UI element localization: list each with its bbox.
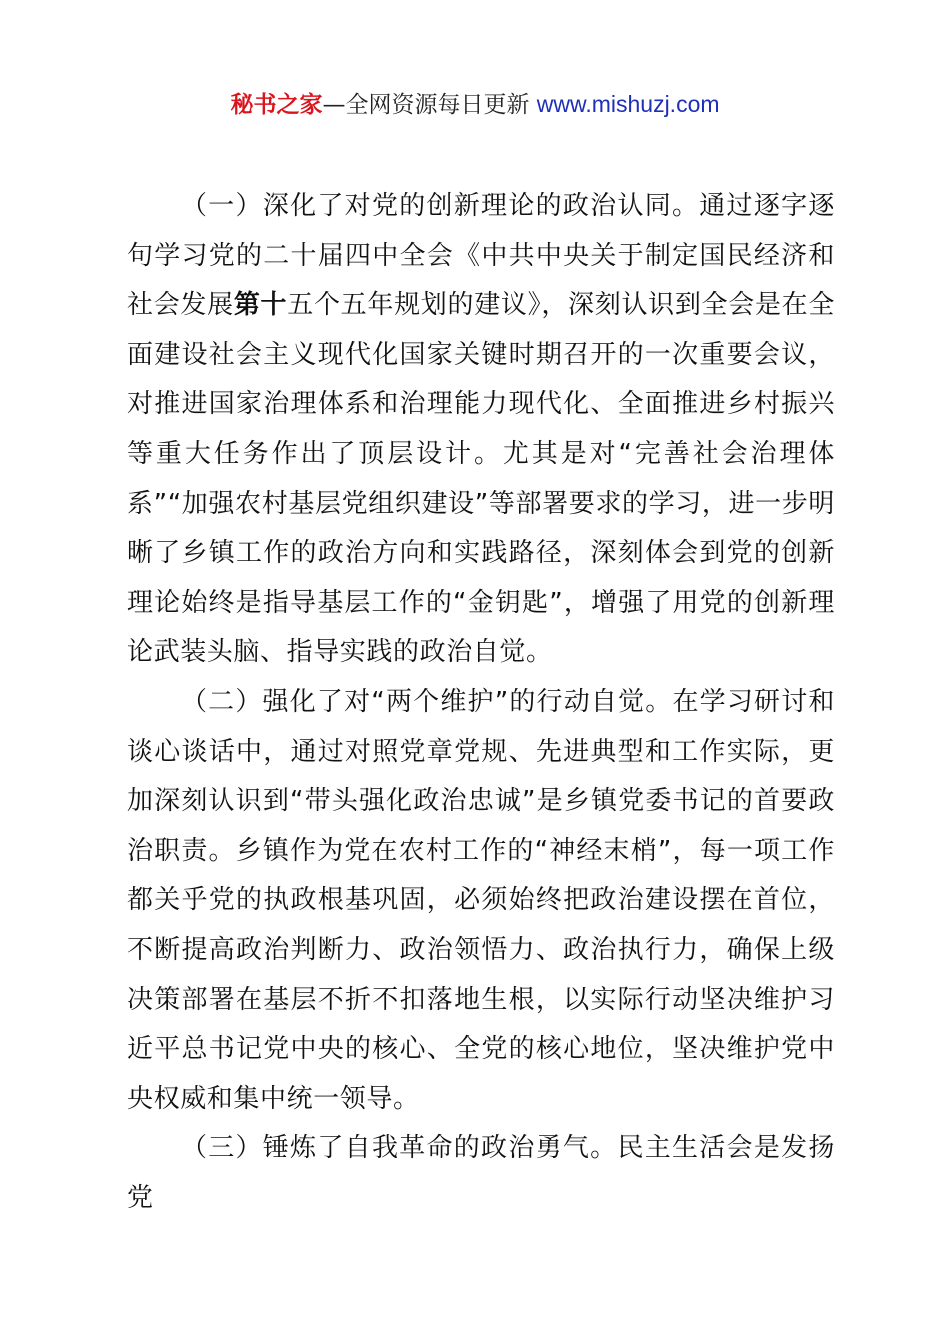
paragraph-3: （三）锤炼了自我革命的政治勇气。民主生活会是发扬党 xyxy=(127,1133,835,1213)
paragraph-2: （二）强化了对“两个维护”的行动自觉。在学习研讨和谈心谈话中，通过对照党章党规、先进典型和工作实际，更加深刻认识到“带头强化政治忠诚”是乡镇党委书记的首要政治职责。乡镇作为党在农村工作的“神经末梢”，每一项工作都关乎党的执政根基巩固，必须始终把政治建设摆在首位，不断提高政治判断力、政治领悟力、政治执行力，确保上级决策部署在基层不折不扣落地生根，以实际行动坚决维护习近平总书记党中央的核心、全党的核心地位，坚决维护党中央权威和集中统一领导。 xyxy=(127,686,835,1114)
paragraph-1-text-b: 五个五年规划的建议》，深刻认识到全会是在全面建设社会主义现代化国家关键时期召开的一次重要会议，对推进国家治理体系和治理能力现代化、全面推进乡村振兴等重大任务作出了顶层设计。尤其是对“完善社会治理体系”“加强农村基层党组织建设”等部署要求的学习，进一步明晰了乡镇工作的政治方向和实践路径，深刻体会到党的创新理论始终是指导基层工作的“金钥匙”，增强了用党的创新理论武装头脑、指导实践的政治自觉。 xyxy=(127,290,835,668)
document-body xyxy=(127,182,835,1223)
paragraph-1-text-a: （一）深化了对党的创新理论的政治认同。通过逐字逐句学习党的二十届四中全会《中共中央关于制定国民经济和社会发展 xyxy=(127,191,835,321)
brand-name: 秘书之家 xyxy=(230,92,323,118)
header-tagline: —全网资源每日更新 xyxy=(322,92,530,118)
paragraph-1 xyxy=(127,182,835,678)
paragraph-1-bold: 第十 xyxy=(233,290,288,321)
site-url[interactable]: www.mishuzj.com xyxy=(536,91,720,117)
watermark-header xyxy=(0,88,950,121)
